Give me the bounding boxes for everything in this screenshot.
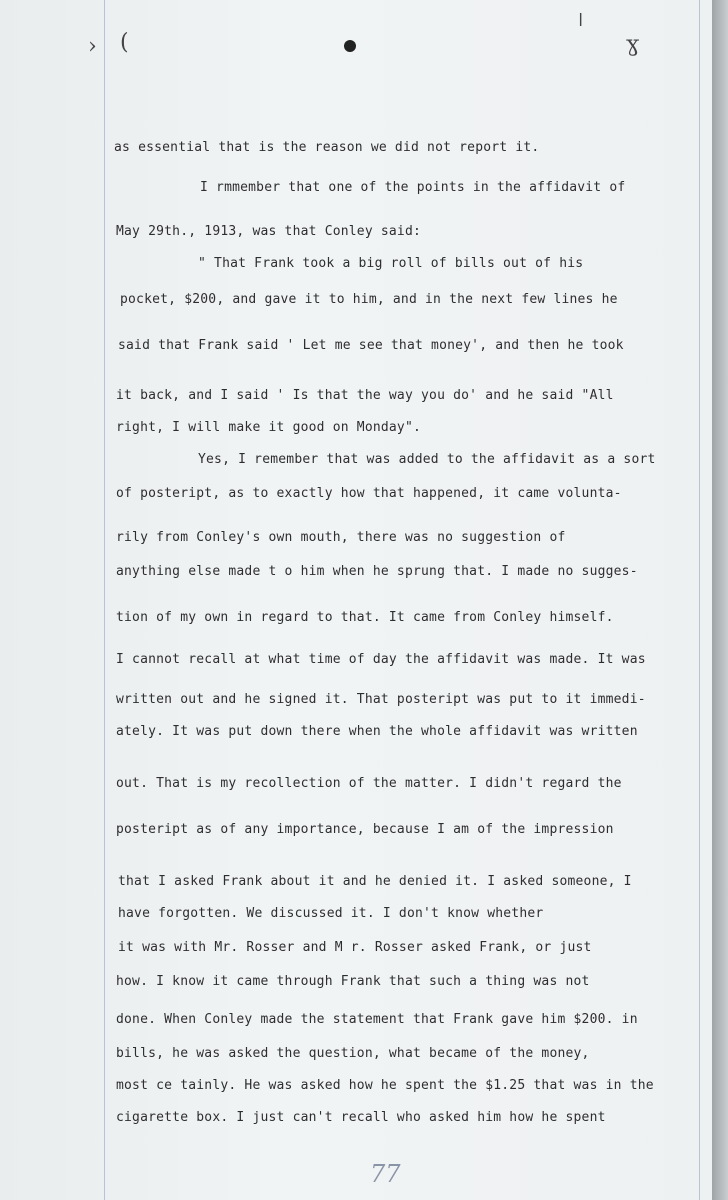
desk-edge — [712, 0, 728, 1200]
text-line: it back, and I said ' Is that the way you do' and he said "All — [116, 388, 614, 403]
text-line: Yes, I remember that was added to the affidavit as a sort — [198, 452, 656, 467]
text-line: " That Frank took a big roll of bills out of his — [198, 256, 584, 271]
text-line: it was with Mr. Rosser and M r. Rosser asked Frank, or just — [118, 940, 592, 955]
text-line: tion of my own in regard to that. It came from Conley himself. — [116, 610, 614, 625]
text-line: how. I know it came through Frank that such a thing was not — [116, 974, 590, 989]
text-line: May 29th., 1913, was that Conley said: — [116, 224, 422, 239]
page-number: 77 — [370, 1160, 401, 1188]
left-margin-rule — [104, 0, 105, 1200]
text-line: out. That is my recollection of the matter. I didn't regard the — [116, 776, 622, 791]
binding-mark: › — [88, 34, 97, 59]
text-line: pocket, $200, and gave it to him, and in the next few lines he — [120, 292, 618, 307]
text-line: that I asked Frank about it and he denied it. I asked someone, I — [118, 874, 632, 889]
text-line: done. When Conley made the statement that Frank gave him $200. in — [116, 1012, 638, 1027]
binding-mark: ɣ — [626, 32, 640, 57]
text-line: as essential that is the reason we did not report it. — [114, 140, 540, 155]
text-line: written out and he signed it. That posteript was put to it immedi- — [116, 692, 646, 707]
text-line: right, I will make it good on Monday". — [116, 420, 422, 435]
text-line: posteript as of any importance, because I am of the impression — [116, 822, 614, 837]
text-line: anything else made t o him when he sprung that. I made no sugges- — [116, 564, 638, 579]
text-line: said that Frank said ' Let me see that money', and then he took — [118, 338, 624, 353]
text-line: cigarette box. I just can't recall who asked him how he spent — [116, 1110, 606, 1125]
text-line: I cannot recall at what time of day the affidavit was made. It was — [116, 652, 646, 667]
text-line: most ce tainly. He was asked how he spent the $1.25 that was in the — [116, 1078, 654, 1093]
right-margin-rule — [699, 0, 700, 1200]
text-line: have forgotten. We discussed it. I don't know whether — [118, 906, 544, 921]
text-line: ately. It was put down there when the whole affidavit was written — [116, 724, 638, 739]
binding-hole — [344, 40, 356, 52]
text-line: rily from Conley's own mouth, there was no suggestion of — [116, 530, 566, 545]
text-line: of posteript, as to exactly how that happened, it came volunta- — [116, 486, 622, 501]
binding-mark: ǀ — [578, 10, 584, 31]
text-line: bills, he was asked the question, what became of the money, — [116, 1046, 590, 1061]
binding-mark: ( — [120, 30, 129, 55]
text-line: I rmmember that one of the points in the affidavit of — [200, 180, 626, 195]
